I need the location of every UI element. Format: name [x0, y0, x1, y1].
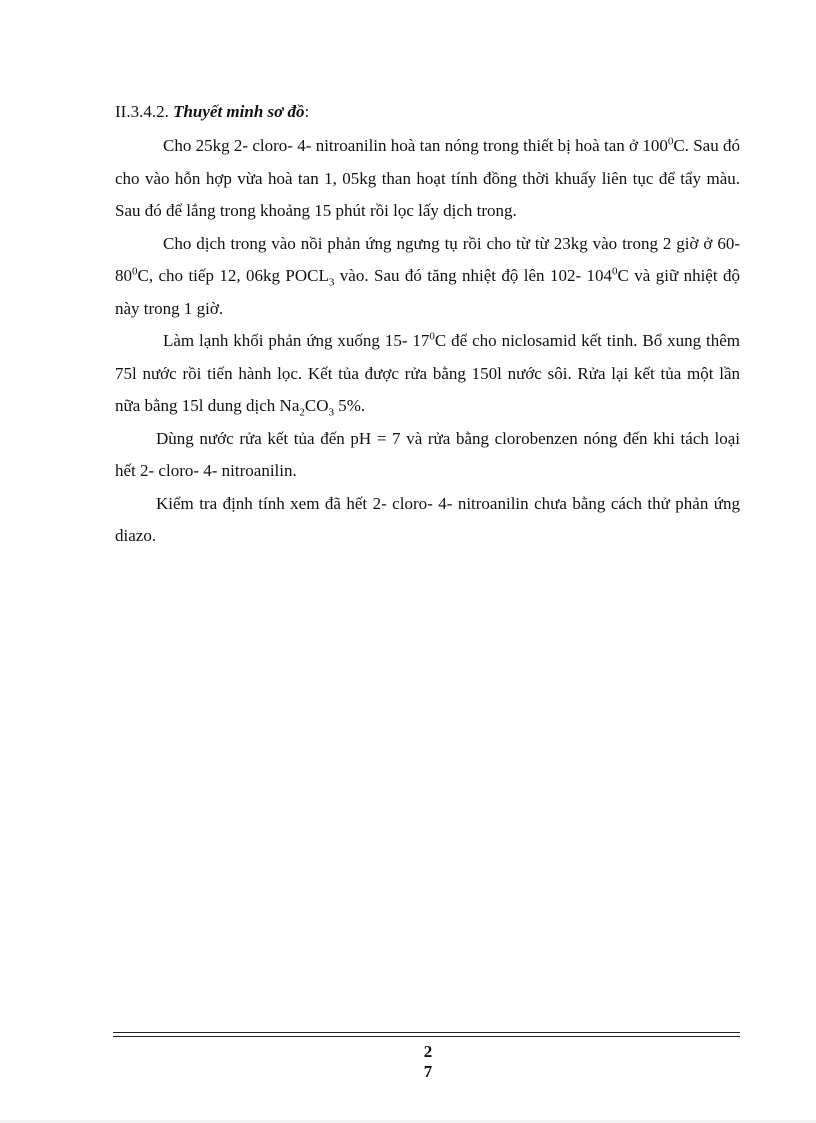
section-heading [115, 100, 309, 124]
paragraph-crystallization: Làm lạnh khối phản ứng xuống 15- $17^0C$ để cho niclosamid kết tinh. Bổ xung thêm 75l nước rồi tiến hành lọc. Kết tủa được rửa bằng 150l nước sôi. Rửa lại kết tủa một lần nữa bằng 15l dung dịch $Na_2CO_3$ 5%. [115, 330, 740, 419]
paragraph-dissolution: Cho 25kg 2- cloro- 4- nitroanilin hoà tan nóng trong thiết bị hoà tan ở $100^0C$. Sau đó cho vào hỗn hợp vừa hoà tan 1, 05kg than hoạt tính đồng thời khuấy liên tục để tẩy màu. Sau đó để lắng trong khoảng 15 phút rồi lọc lấy dịch trong. [115, 135, 741, 220]
footer-rule-bottom [113, 1036, 740, 1037]
body-text [115, 130, 740, 553]
paragraph-qualitative-test: Kiểm tra định tính xem đã hết 2- cloro- 4- nitroanilin chưa bằng cách thử phản ứng diazo. [115, 493, 740, 545]
paragraph-washing: Dùng nước rửa kết tủa đến pH = 7 và rửa bằng clorobenzen nóng đến khi tách loại hết 2- cloro- 4- nitroanilin. [115, 428, 740, 480]
section-title: Thuyết minh sơ đồ [173, 102, 305, 121]
section-number: II.3.4.2. [115, 102, 174, 121]
page-number-line-1: 2 [423, 1042, 433, 1061]
paragraph-condensation: Cho dịch trong vào nồi phản ứng ngưng tụ rồi cho từ từ 23kg vào trong 2 giờ ở 60- $80^0C$, cho tiếp 12, 06kg $POCL_3$ vào. Sau đó tăng nhiệt độ lên 102- $104^0C$ và giữ nhiệt độ này trong 1 giờ. [115, 233, 740, 318]
page-number-line-2: 7 [423, 1062, 433, 1081]
footer-rule-top [113, 1032, 740, 1033]
section-colon: : [304, 102, 310, 121]
